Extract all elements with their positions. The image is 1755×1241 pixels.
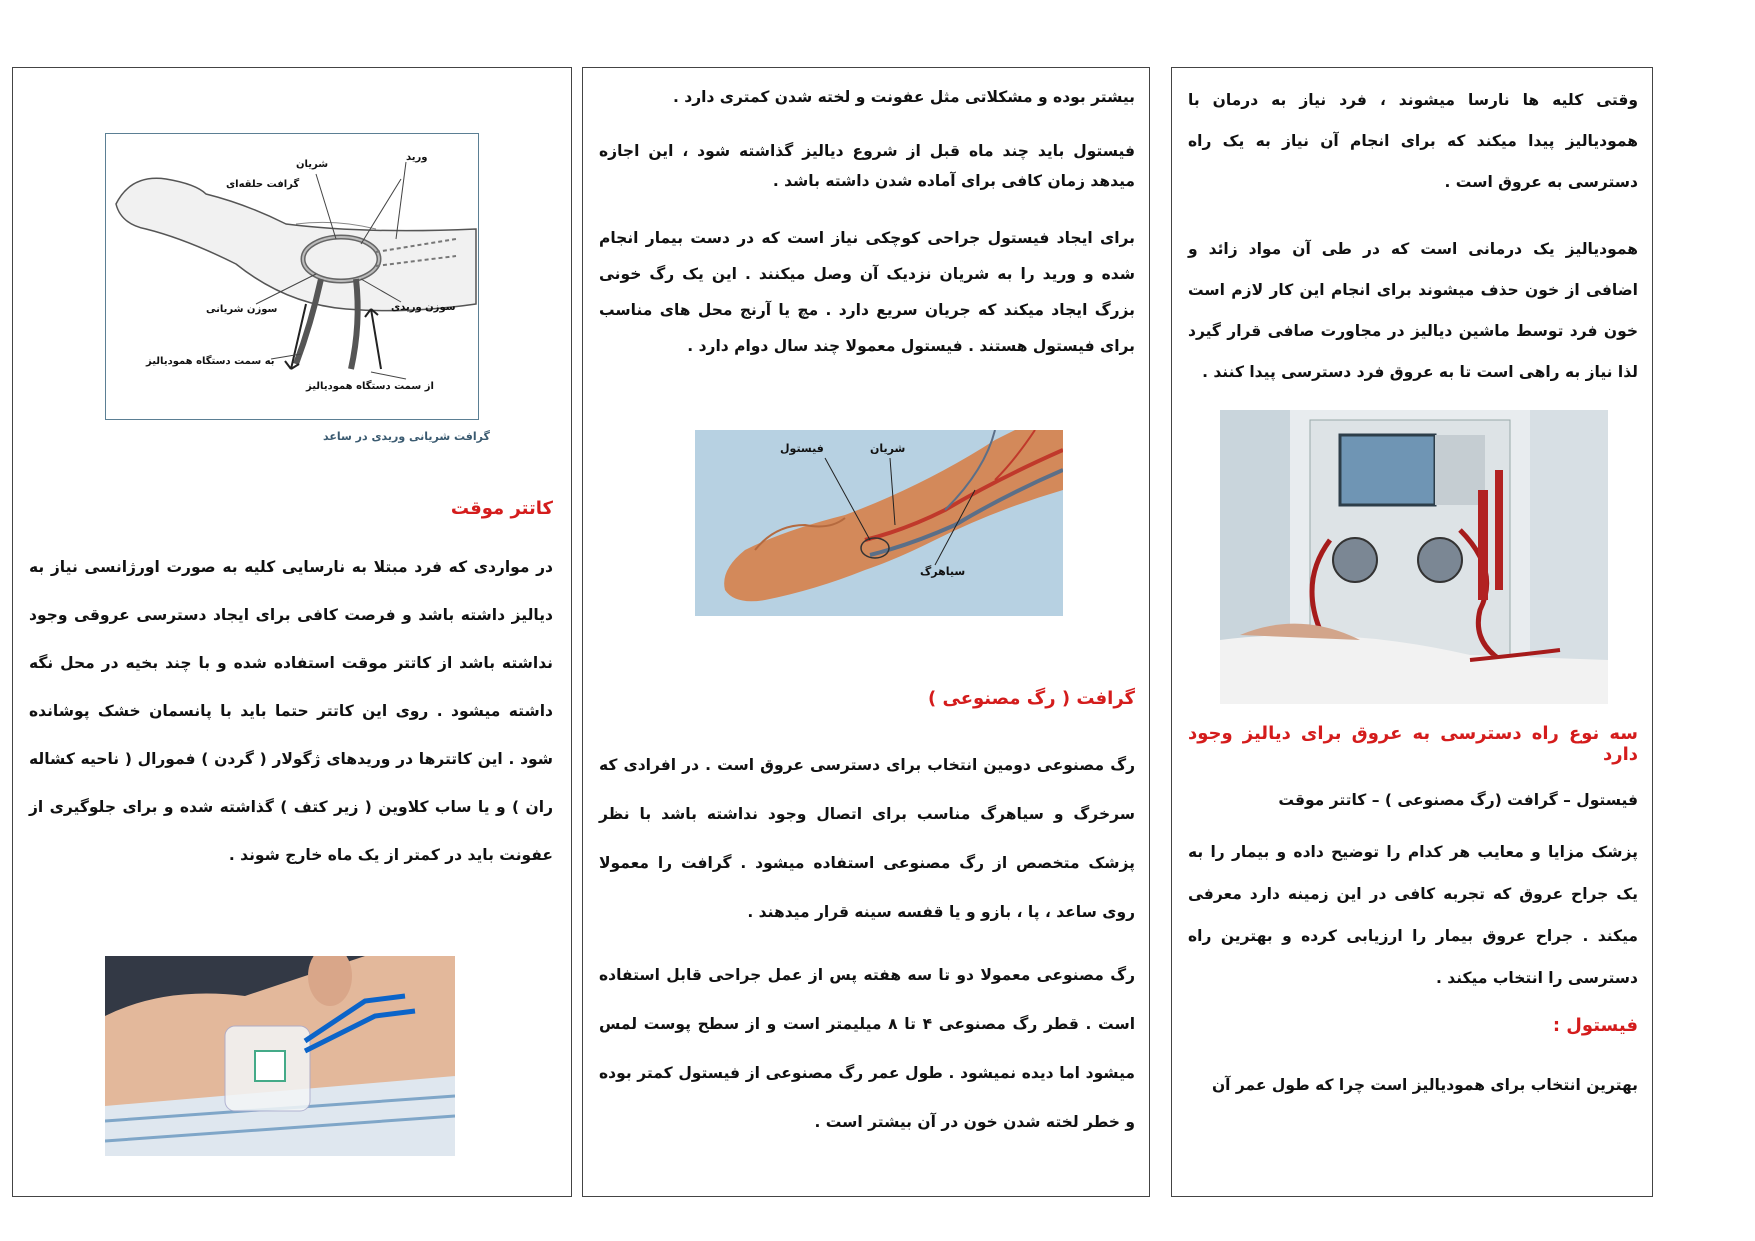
left-panel [12, 67, 572, 1197]
fistula-wait-text: فیستول باید چند ماه قبل از شروع دیالیز گذاشته شود ، این اجازه میدهد زمان کافی برای آماده شدن داشته باشد . [599, 142, 1135, 190]
heading-access-types: سه نوع راه دسترسی به عروق برای دیالیز وجود دارد [1188, 723, 1638, 765]
neck-catheter-photo [105, 956, 455, 1156]
fistula-arm-illustration [695, 430, 1063, 616]
graft-text-2: رگ مصنوعی معمولا دو تا سه هفته پس از عمل جراحی قابل استفاده است . قطر رگ مصنوعی ۴ تا ۸ میلیمتر است و از سطح پوست لمس میشود اما دیده نمیشود . طول عمر رگ مصنوعی از فیستول کمتر بوده و خطر لخته شدن خون در آن بیشتر است . [599, 966, 1136, 1131]
label-loop-graft: گرافت حلقه‌ای [226, 179, 300, 190]
heading-catheter: کاتتر موقت [450, 498, 553, 519]
access-types-text: فیستول – گرافت (رگ مصنوعی ) – کاتتر موقت [1278, 791, 1638, 809]
right-bottom-text [1188, 723, 1638, 1118]
doctor-text: پزشک مزایا و معایب هر کدام را توضیح داده و بیمار را به یک جراح عروق که تجربه کافی در این زمینه دارد معرفی میکند . جراح عروق بیمار را ارزیابی کرده و بهترین راه دسترسی را انتخاب میکند . [1188, 843, 1638, 987]
intro-text-1: وقتی کلیه ها نارسا میشوند ، فرد نیاز به درمان با همودیالیز پیدا میکند که برای انجام آن نیاز به یک راه دسترسی به عروق است . [1188, 91, 1638, 191]
label-venous-needle: سوزن وریدی [391, 302, 456, 313]
label-arterial-needle: سوزن شریانی [206, 304, 278, 315]
graft-text-1: رگ مصنوعی دومین انتخاب برای دسترسی عروق است . در افرادی که سرخرگ و سیاهرگ مناسب برای اتصال وجود نداشته باشد با نظر پزشک متخصص از رگ مصنوعی استفاده میشود . گرافت را معمولا روی ساعد ، پا ، بازو و یا قفسه سینه قرار میدهند . [599, 756, 1135, 921]
heading-graft: گرافت ( رگ مصنوعی ) [927, 688, 1135, 709]
label-artery: شریان [296, 159, 329, 170]
middle-panel [582, 67, 1150, 1197]
dialysis-machine-photo [1220, 410, 1608, 704]
right-top-text [1188, 80, 1638, 417]
label-vein: ورید [406, 152, 428, 163]
intro-text-2: همودیالیز یک درمانی است که در طی آن مواد زائد و اضافی از خون حذف میشوند برای انجام این کار لازم است خون فرد توسط ماشین دیالیز در مجاورت صافی قرار گیرد لذا نیاز به راهی است تا به عروق فرد دسترسی پیدا کنند . [1188, 240, 1638, 381]
graft-section [599, 688, 1135, 1171]
middle-top-text [599, 82, 1135, 388]
fistula-intro-text: بهترین انتخاب برای همودیالیز است چرا که طول عمر آن [1211, 1076, 1638, 1094]
fistula-surgery-text: برای ایجاد فیستول جراحی کوچکی نیاز است که در دست بیمار انجام شده و ورید را به شریان نزدیک آن وصل میکنند . این یک رگ خونی بزرگ ایجاد میکند که جریان سریع دارد . مچ یا آرنج محل های مناسب برای فیستول هستند . فیستول معمولا چند سال دوام دارد . [599, 229, 1135, 355]
continued-text: بیشتر بوده و مشکلاتی مثل عفونت و لخته شدن کمتری دارد . [672, 88, 1135, 106]
right-panel [1171, 67, 1653, 1197]
label-fistula: فیستول [780, 442, 824, 455]
label-vein-arm: سیاهرگ [920, 565, 966, 578]
label-from-machine: از سمت دستگاه همودیالیز [306, 381, 434, 392]
label-artery-arm: شریان [870, 442, 906, 455]
diagram-caption: گرافت شریانی وریدی در ساعد [323, 430, 490, 443]
graft-diagram [105, 133, 479, 420]
arm-diagram-svg [106, 134, 478, 419]
catheter-text: در مواردی که فرد مبتلا به نارسایی کلیه به صورت اورژانسی نیاز به دیالیز داشته باشد و فرصت کافی برای ایجاد دسترسی عروقی وجود نداشته باشد از کاتتر موقت استفاده شده و با چند بخیه در محل نگه داشته میشود . روی این کاتتر حتما باید با پانسمان خشک پوشانده شود . این کاتترها در وریدهای ژگولار ( گردن ) فمورال ( ناحیه کشاله ران ) و یا ساب کلاوین ( زیر کتف ) گذاشته شده و برای جلوگیری از عفونت باید در کمتر از یک ماه خارج شوند . [29, 558, 553, 864]
label-to-machine: به سمت دستگاه همودیالیز [146, 356, 275, 367]
catheter-section [29, 498, 553, 903]
heading-fistula: فیستول : [1552, 1015, 1638, 1036]
